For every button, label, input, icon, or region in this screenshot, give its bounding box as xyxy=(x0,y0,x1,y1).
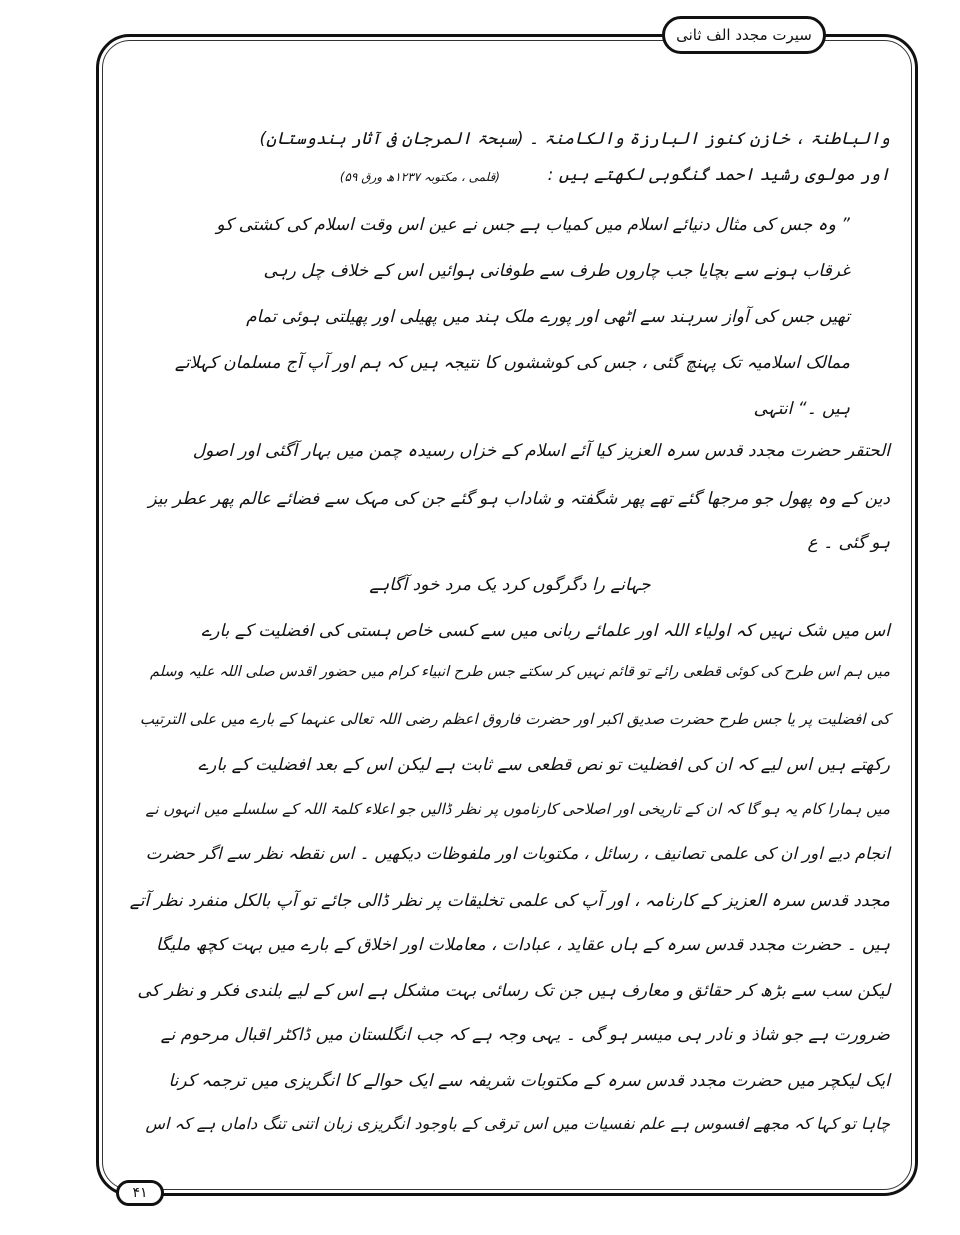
text-line: رکھتے ہیں اس لیے کہ ان کی افضلیت تو نص قطعی سے ثابت ہے لیکن اس کے بعد افضلیت کے بارے xyxy=(198,755,890,775)
text-line: ایک لیکچر میں حضرت مجدد قدس سرہ کے مکتوبات شریفہ سے ایک حوالے کا انگریزی میں ترجمہ کرنا xyxy=(168,1071,890,1091)
page-number: ۴۱ xyxy=(132,1185,148,1201)
quote-line: ممالک اسلامیہ تک پہنچ گئی ، جس کی کوششوں کا نتیجہ ہیں کہ ہم اور آپ آج مسلمان کہلاتے xyxy=(174,353,850,373)
text-line: مجدد قدس سرہ العزیز کے کارنامہ ، اور آپ کی علمی تخلیقات پر نظر ڈالی جائے تو آپ بالکل منفرد نظر آتے xyxy=(129,891,890,911)
page-inner-border xyxy=(102,40,912,1190)
margin-note: (قلمی ، مکتوبہ ۱۲۳۷ھ ورق ۵۹) xyxy=(339,170,500,184)
running-header xyxy=(662,16,826,54)
text-line: کی افضلیت پر یا جس طرح حضرت صدیق اکبر اور حضرت فاروق اعظم رضی اللہ تعالی عنہما کے بارے میں علی الترتیب xyxy=(139,710,890,728)
quote-line: ہیں ۔“ انتہی xyxy=(753,399,850,419)
running-header-title: سیرت مجدد الف ثانی xyxy=(676,26,812,44)
text-line: اس میں شک نہیں کہ اولیاء اللہ اور علمائے ربانی میں سے کسی خاص ہستی کی افضلیت کے بارے xyxy=(201,621,890,641)
quote-line: تھیں جس کی آواز سرہند سے اٹھی اور پورے ملک ہند میں پھیلی اور پھیلتی ہوئی تمام xyxy=(246,307,850,327)
quote-line: ” وہ جس کی مثال دنیائے اسلام میں کمیاب ہے جس نے عین اس وقت اسلام کی کشتی کو xyxy=(216,215,850,235)
page-number-badge xyxy=(116,1180,164,1206)
text-line: اور مولوی رشید احمد گنگوہی لکھتے ہیں : xyxy=(547,165,890,185)
text-line: انجام دیے اور ان کی علمی تصانیف ، رسائل ، مکتوبات اور ملفوظات دیکھیں ۔ اس نقطہ نظر سے اگر حضرت xyxy=(145,844,890,863)
text-line: الحتقر حضرت مجدد قدس سرہ العزیز کیا آئے اسلام کے خزاں رسیدہ چمن میں بہار آگئی اور اصول xyxy=(192,441,890,461)
text-line: ضرورت ہے جو شاذ و نادر ہی میسر ہو گی ۔ یہی وجہ ہے کہ جب انگلستان میں ڈاکٹر اقبال مرحوم نے xyxy=(160,1025,890,1045)
quote-line: غرقاب ہونے سے بچایا جب چاروں طرف سے طوفانی ہوائیں اس کے خلاف چل رہی xyxy=(263,261,850,281)
text-line: لیکن سب سے بڑھ کر حقائق و معارف ہیں جن تک رسائی بہت مشکل ہے اس کے لیے بلندی فکر و نظر کی xyxy=(137,981,890,1001)
text-line: دین کے وہ پھول جو مرجھا گئے تھے پھر شگفتہ و شاداب ہو گئے جن کی مہک سے فضائے عالم پھر عطر بیز xyxy=(148,489,890,509)
text-line: چاہا تو کہا کہ مجھے افسوس ہے علم نفسیات میں اس ترقی کے باوجود انگریزی زبان اتنی تنگ داماں ہے کہ اس xyxy=(145,1114,890,1133)
text-line: میں ہم اس طرح کی کوئی قطعی رائے تو قائم نہیں کر سکتے جس طرح انبیاء کرام میں حضور اقدس صلی اللہ علیہ وسلم xyxy=(149,664,890,680)
text-line: ہیں ۔ حضرت مجدد قدس سرہ کے ہاں عقاید ، عبادات ، معاملات اور اخلاق کے بارے میں بہت کچھ ملیگا xyxy=(155,935,890,955)
text-line: میں ہمارا کام یہ ہو گا کہ ان کے تاریخی اور اصلاحی کارناموں پر نظر ڈالیں جو اعلاء کلمۃ اللہ کے سلسلے میں انہوں نے xyxy=(145,800,890,818)
text-line: ہو گئی ۔ ع xyxy=(807,533,890,553)
verse-heading: جہانے را دگرگوں کرد یک مرد خود آگاہے xyxy=(369,575,651,595)
text-line: والباطنۃ ، خازن کنوز البارزۃ والکامنۃ ۔ (سبحۃ المرجان فی آثار ہندوستان) xyxy=(259,129,890,149)
